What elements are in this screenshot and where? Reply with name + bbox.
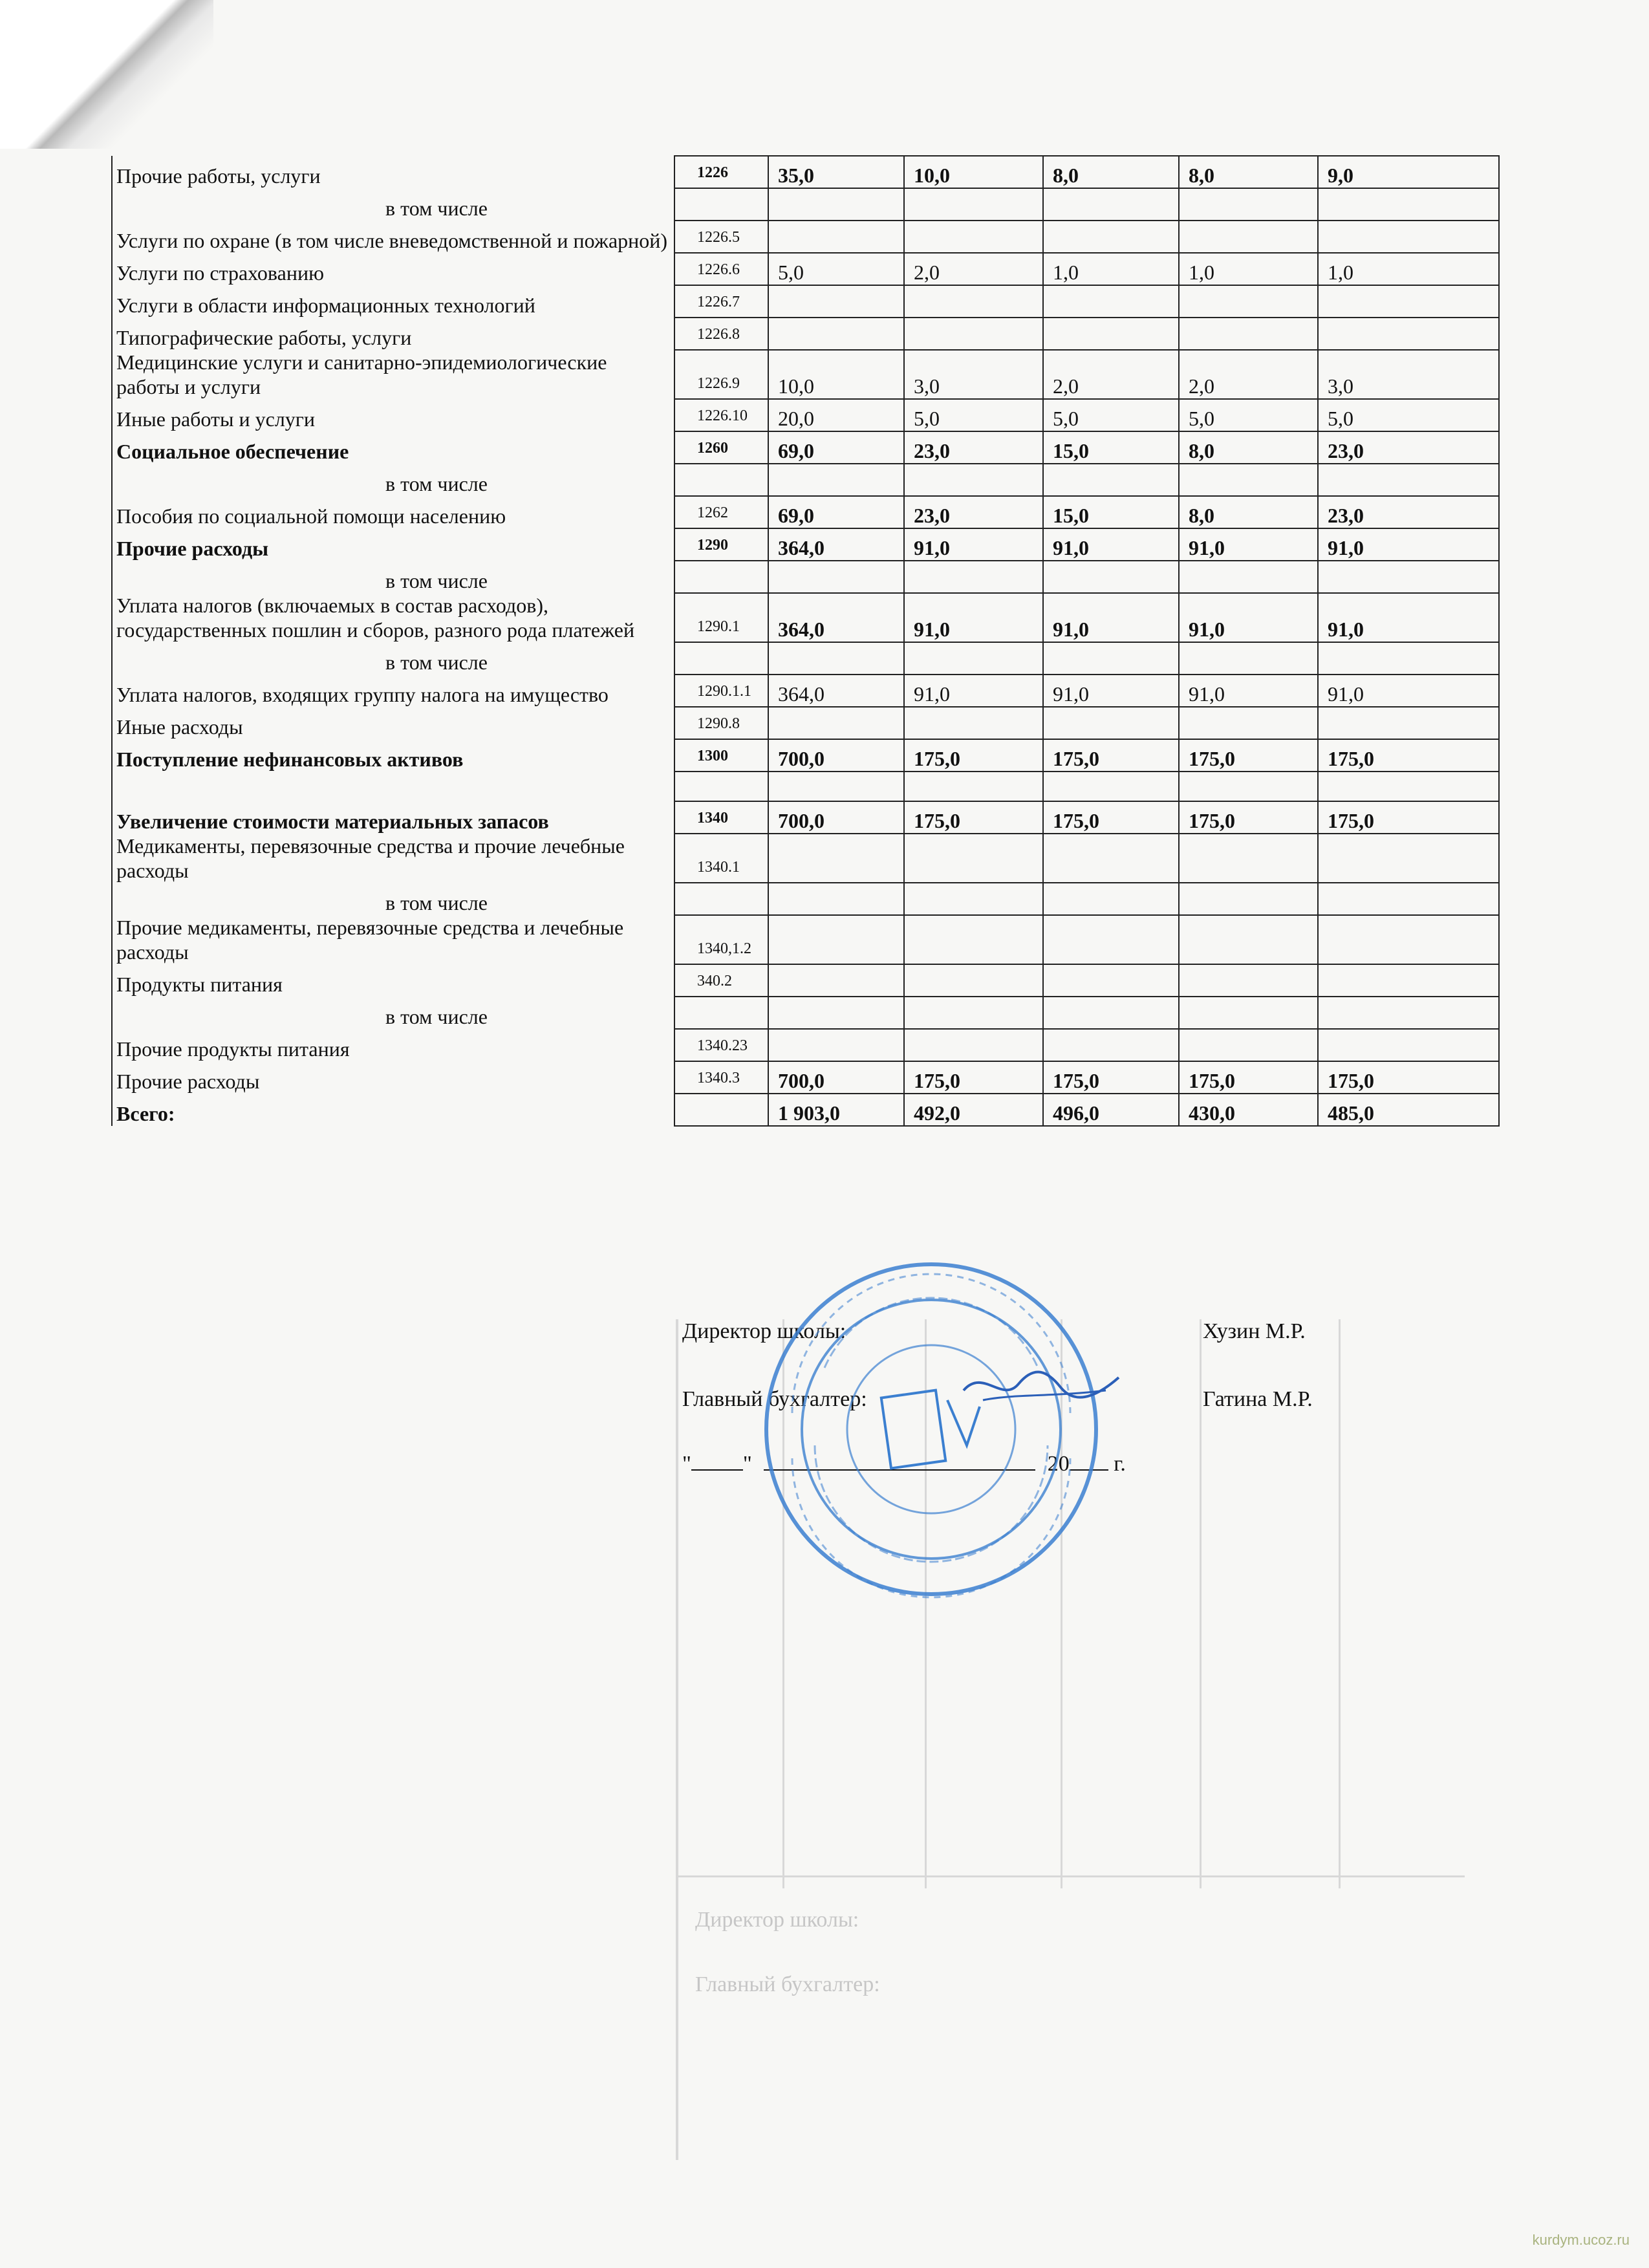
row-name: Пособия по социальной помощи населению <box>112 496 674 528</box>
table-row <box>112 188 1499 221</box>
row-value: 35,0 <box>768 156 904 188</box>
row-value <box>1318 834 1499 883</box>
row-value <box>1043 964 1179 997</box>
table-row <box>112 1061 1499 1094</box>
row-value <box>1318 707 1499 739</box>
row-value <box>1318 561 1499 593</box>
show-through-line <box>1339 1319 1341 1888</box>
row-code: 1226.7 <box>674 285 768 318</box>
row-value: 91,0 <box>904 528 1043 561</box>
row-code: 1340.1 <box>674 834 768 883</box>
row-value <box>768 642 904 675</box>
row-code: 1300 <box>674 739 768 772</box>
row-value <box>904 642 1043 675</box>
row-value <box>1043 997 1179 1029</box>
row-value: 5,0 <box>768 253 904 285</box>
table-row <box>112 253 1499 285</box>
row-code <box>674 188 768 221</box>
row-value: 492,0 <box>904 1094 1043 1126</box>
table-row <box>112 997 1499 1029</box>
table-row <box>112 156 1499 188</box>
table-row <box>112 642 1499 675</box>
row-name: Прочие расходы <box>112 1061 674 1094</box>
table-row <box>112 675 1499 707</box>
row-value: 2,0 <box>1043 350 1179 399</box>
row-value: 5,0 <box>1318 399 1499 431</box>
row-name: Прочие медикаменты, перевязочные средства и лечебные расходы <box>112 915 674 964</box>
row-value: 175,0 <box>1043 1061 1179 1094</box>
row-value: 496,0 <box>1043 1094 1179 1126</box>
table-row <box>112 707 1499 739</box>
row-code: 1226 <box>674 156 768 188</box>
row-value: 430,0 <box>1179 1094 1318 1126</box>
row-value <box>1318 883 1499 915</box>
director-name: Хузин М.Р. <box>1203 1319 1306 1343</box>
table-row <box>112 1029 1499 1061</box>
row-name: в том числе <box>112 188 674 221</box>
row-value: 91,0 <box>1179 593 1318 642</box>
row-value <box>904 915 1043 964</box>
row-name: Иные работы и услуги <box>112 399 674 431</box>
table-row <box>112 399 1499 431</box>
scan-corner-fold <box>0 0 213 149</box>
row-value <box>1179 834 1318 883</box>
director-label: Директор школы: <box>682 1319 846 1343</box>
row-value: 23,0 <box>904 431 1043 464</box>
row-name <box>112 772 674 801</box>
row-value: 175,0 <box>1179 1061 1318 1094</box>
row-value: 2,0 <box>904 253 1043 285</box>
row-value <box>1043 707 1179 739</box>
row-value <box>904 285 1043 318</box>
row-value <box>904 964 1043 997</box>
site-watermark: kurdym.ucoz.ru <box>1532 2232 1630 2248</box>
row-value <box>1043 221 1179 253</box>
row-code: 1260 <box>674 431 768 464</box>
row-value: 1,0 <box>1043 253 1179 285</box>
row-value: 1,0 <box>1318 253 1499 285</box>
show-through-line <box>676 1319 678 2160</box>
row-value: 175,0 <box>1179 739 1318 772</box>
date-day-blank <box>691 1469 743 1471</box>
row-value: 175,0 <box>1043 739 1179 772</box>
row-value <box>768 561 904 593</box>
row-value <box>904 464 1043 496</box>
row-value <box>1318 1029 1499 1061</box>
row-value <box>1318 464 1499 496</box>
row-value <box>768 915 904 964</box>
row-value: 91,0 <box>1043 593 1179 642</box>
row-value <box>1179 1029 1318 1061</box>
row-name: в том числе <box>112 997 674 1029</box>
row-value: 91,0 <box>1318 528 1499 561</box>
row-code: 1262 <box>674 496 768 528</box>
row-value: 364,0 <box>768 528 904 561</box>
row-value <box>1318 772 1499 801</box>
row-name: Прочие продукты питания <box>112 1029 674 1061</box>
table-row <box>112 285 1499 318</box>
row-code: 1290 <box>674 528 768 561</box>
row-value: 175,0 <box>1318 1061 1499 1094</box>
row-value <box>1043 188 1179 221</box>
row-value <box>768 883 904 915</box>
row-name: Уплата налогов (включаемых в состав расходов), государственных пошлин и сборов, разного рода платежей <box>112 593 674 642</box>
row-code: 1226.5 <box>674 221 768 253</box>
row-value <box>1043 1029 1179 1061</box>
row-value: 175,0 <box>1318 801 1499 834</box>
row-value <box>1179 188 1318 221</box>
row-value: 175,0 <box>1318 739 1499 772</box>
table-row <box>112 496 1499 528</box>
row-code <box>674 642 768 675</box>
table-row <box>112 221 1499 253</box>
table-row <box>112 561 1499 593</box>
row-code: 1226.6 <box>674 253 768 285</box>
row-value <box>1318 642 1499 675</box>
row-value <box>768 318 904 350</box>
row-value <box>1318 915 1499 964</box>
row-value <box>768 221 904 253</box>
row-value: 3,0 <box>1318 350 1499 399</box>
row-name: Всего: <box>112 1094 674 1126</box>
row-value: 91,0 <box>1318 593 1499 642</box>
table-row <box>112 801 1499 834</box>
row-value <box>768 707 904 739</box>
row-value: 175,0 <box>904 739 1043 772</box>
row-value: 5,0 <box>904 399 1043 431</box>
row-value: 5,0 <box>1043 399 1179 431</box>
row-value <box>904 561 1043 593</box>
row-value: 15,0 <box>1043 496 1179 528</box>
row-name: Прочие расходы <box>112 528 674 561</box>
row-name: в том числе <box>112 883 674 915</box>
row-value: 91,0 <box>1043 675 1179 707</box>
row-value: 91,0 <box>904 593 1043 642</box>
row-value <box>1043 318 1179 350</box>
row-value <box>1043 464 1179 496</box>
row-value: 485,0 <box>1318 1094 1499 1126</box>
table-row <box>112 915 1499 964</box>
row-value <box>904 772 1043 801</box>
row-code <box>674 1094 768 1126</box>
row-value: 20,0 <box>768 399 904 431</box>
row-value: 91,0 <box>1043 528 1179 561</box>
row-value <box>1318 188 1499 221</box>
show-through-director-label: Директор школы: <box>695 1908 859 1932</box>
row-value <box>904 997 1043 1029</box>
row-name: в том числе <box>112 561 674 593</box>
row-value <box>1179 964 1318 997</box>
row-value: 15,0 <box>1043 431 1179 464</box>
row-value <box>904 188 1043 221</box>
row-value: 175,0 <box>1179 801 1318 834</box>
row-value <box>904 707 1043 739</box>
row-value <box>1043 285 1179 318</box>
row-code: 1226.10 <box>674 399 768 431</box>
row-value: 700,0 <box>768 739 904 772</box>
row-value: 3,0 <box>904 350 1043 399</box>
row-value: 8,0 <box>1179 431 1318 464</box>
row-name: Медикаменты, перевязочные средства и прочие лечебные расходы <box>112 834 674 883</box>
date-suffix: г. <box>1114 1452 1126 1476</box>
row-value <box>904 834 1043 883</box>
date-quote-open: " <box>682 1452 691 1476</box>
table-row <box>112 964 1499 997</box>
row-value <box>1179 561 1318 593</box>
row-value <box>1179 707 1318 739</box>
row-value <box>768 997 904 1029</box>
row-value <box>904 1029 1043 1061</box>
table-row <box>112 1094 1499 1126</box>
show-through-accountant-label: Главный бухгалтер: <box>695 1972 880 1996</box>
row-value <box>768 772 904 801</box>
row-value: 69,0 <box>768 431 904 464</box>
row-value: 23,0 <box>1318 431 1499 464</box>
row-value <box>1179 464 1318 496</box>
row-value: 1,0 <box>1179 253 1318 285</box>
row-value: 8,0 <box>1179 156 1318 188</box>
row-value: 1 903,0 <box>768 1094 904 1126</box>
row-value <box>768 285 904 318</box>
row-name: Услуги по охране (в том числе вневедомственной и пожарной) <box>112 221 674 253</box>
row-code: 1290.1 <box>674 593 768 642</box>
row-value <box>1043 642 1179 675</box>
date-quote-close: " <box>742 1452 752 1476</box>
row-value <box>1318 221 1499 253</box>
row-code: 1340,1.2 <box>674 915 768 964</box>
accountant-signature <box>957 1365 1125 1410</box>
row-value: 10,0 <box>768 350 904 399</box>
row-name: в том числе <box>112 464 674 496</box>
row-value <box>1318 964 1499 997</box>
row-value <box>768 464 904 496</box>
row-value: 700,0 <box>768 801 904 834</box>
row-code <box>674 561 768 593</box>
row-value: 364,0 <box>768 675 904 707</box>
row-value <box>904 883 1043 915</box>
row-value: 175,0 <box>904 1061 1043 1094</box>
row-name: Прочие работы, услуги <box>112 156 674 188</box>
row-value <box>1179 221 1318 253</box>
row-value: 91,0 <box>1318 675 1499 707</box>
row-value: 69,0 <box>768 496 904 528</box>
row-value: 8,0 <box>1043 156 1179 188</box>
row-name: Медицинские услуги и санитарно-эпидемиологические работы и услуги <box>112 350 674 399</box>
row-code <box>674 883 768 915</box>
row-code <box>674 464 768 496</box>
row-value <box>1179 915 1318 964</box>
table-row <box>112 772 1499 801</box>
row-value <box>768 834 904 883</box>
row-value: 175,0 <box>904 801 1043 834</box>
table-row <box>112 739 1499 772</box>
row-value <box>1318 285 1499 318</box>
row-name: Услуги по страхованию <box>112 253 674 285</box>
budget-table <box>111 155 1500 1127</box>
row-name: Продукты питания <box>112 964 674 997</box>
table-row <box>112 528 1499 561</box>
row-value: 8,0 <box>1179 496 1318 528</box>
row-value <box>1043 561 1179 593</box>
row-value <box>904 221 1043 253</box>
row-value: 10,0 <box>904 156 1043 188</box>
row-value <box>1179 642 1318 675</box>
row-value: 175,0 <box>1043 801 1179 834</box>
row-value <box>768 964 904 997</box>
row-value <box>1179 883 1318 915</box>
row-code <box>674 772 768 801</box>
row-name: в том числе <box>112 642 674 675</box>
row-code: 1226.8 <box>674 318 768 350</box>
row-value: 700,0 <box>768 1061 904 1094</box>
show-through-line <box>1200 1319 1202 1888</box>
table-row <box>112 318 1499 350</box>
row-value <box>1043 772 1179 801</box>
accountant-label: Главный бухгалтер: <box>682 1387 867 1411</box>
row-value <box>1318 318 1499 350</box>
row-value <box>1179 318 1318 350</box>
row-value: 23,0 <box>1318 496 1499 528</box>
show-through-line <box>676 1875 1465 1877</box>
row-value <box>1043 834 1179 883</box>
row-name: Социальное обеспечение <box>112 431 674 464</box>
row-value: 91,0 <box>1179 675 1318 707</box>
row-name: Типографические работы, услуги <box>112 318 674 350</box>
budget-table-body <box>112 156 1499 1126</box>
row-name: Услуги в области информационных технологий <box>112 285 674 318</box>
row-value: 91,0 <box>904 675 1043 707</box>
accountant-name: Гатина М.Р. <box>1203 1387 1313 1411</box>
row-value: 91,0 <box>1179 528 1318 561</box>
school-seal-stamp <box>753 1251 1109 1607</box>
table-row <box>112 464 1499 496</box>
table-row <box>112 350 1499 399</box>
table-row <box>112 883 1499 915</box>
row-value: 23,0 <box>904 496 1043 528</box>
row-name: Иные расходы <box>112 707 674 739</box>
row-value <box>1318 997 1499 1029</box>
row-value <box>1179 772 1318 801</box>
row-value: 2,0 <box>1179 350 1318 399</box>
row-value <box>1043 915 1179 964</box>
row-value: 5,0 <box>1179 399 1318 431</box>
row-code: 340.2 <box>674 964 768 997</box>
row-name: Уплата налогов, входящих группу налога на имущество <box>112 675 674 707</box>
row-value: 364,0 <box>768 593 904 642</box>
row-code: 1290.8 <box>674 707 768 739</box>
row-code: 1340 <box>674 801 768 834</box>
row-value <box>768 188 904 221</box>
row-code: 1340.3 <box>674 1061 768 1094</box>
table-row <box>112 834 1499 883</box>
row-value <box>904 318 1043 350</box>
row-value <box>1179 997 1318 1029</box>
row-code <box>674 997 768 1029</box>
date-year: 20 <box>1047 1452 1070 1476</box>
table-row <box>112 431 1499 464</box>
row-value <box>1043 883 1179 915</box>
row-value <box>768 1029 904 1061</box>
row-value: 9,0 <box>1318 156 1499 188</box>
row-code: 1226.9 <box>674 350 768 399</box>
table-row <box>112 593 1499 642</box>
row-code: 1290.1.1 <box>674 675 768 707</box>
row-name: Увеличение стоимости материальных запасов <box>112 801 674 834</box>
row-name: Поступление нефинансовых активов <box>112 739 674 772</box>
row-value <box>1179 285 1318 318</box>
row-code: 1340.23 <box>674 1029 768 1061</box>
